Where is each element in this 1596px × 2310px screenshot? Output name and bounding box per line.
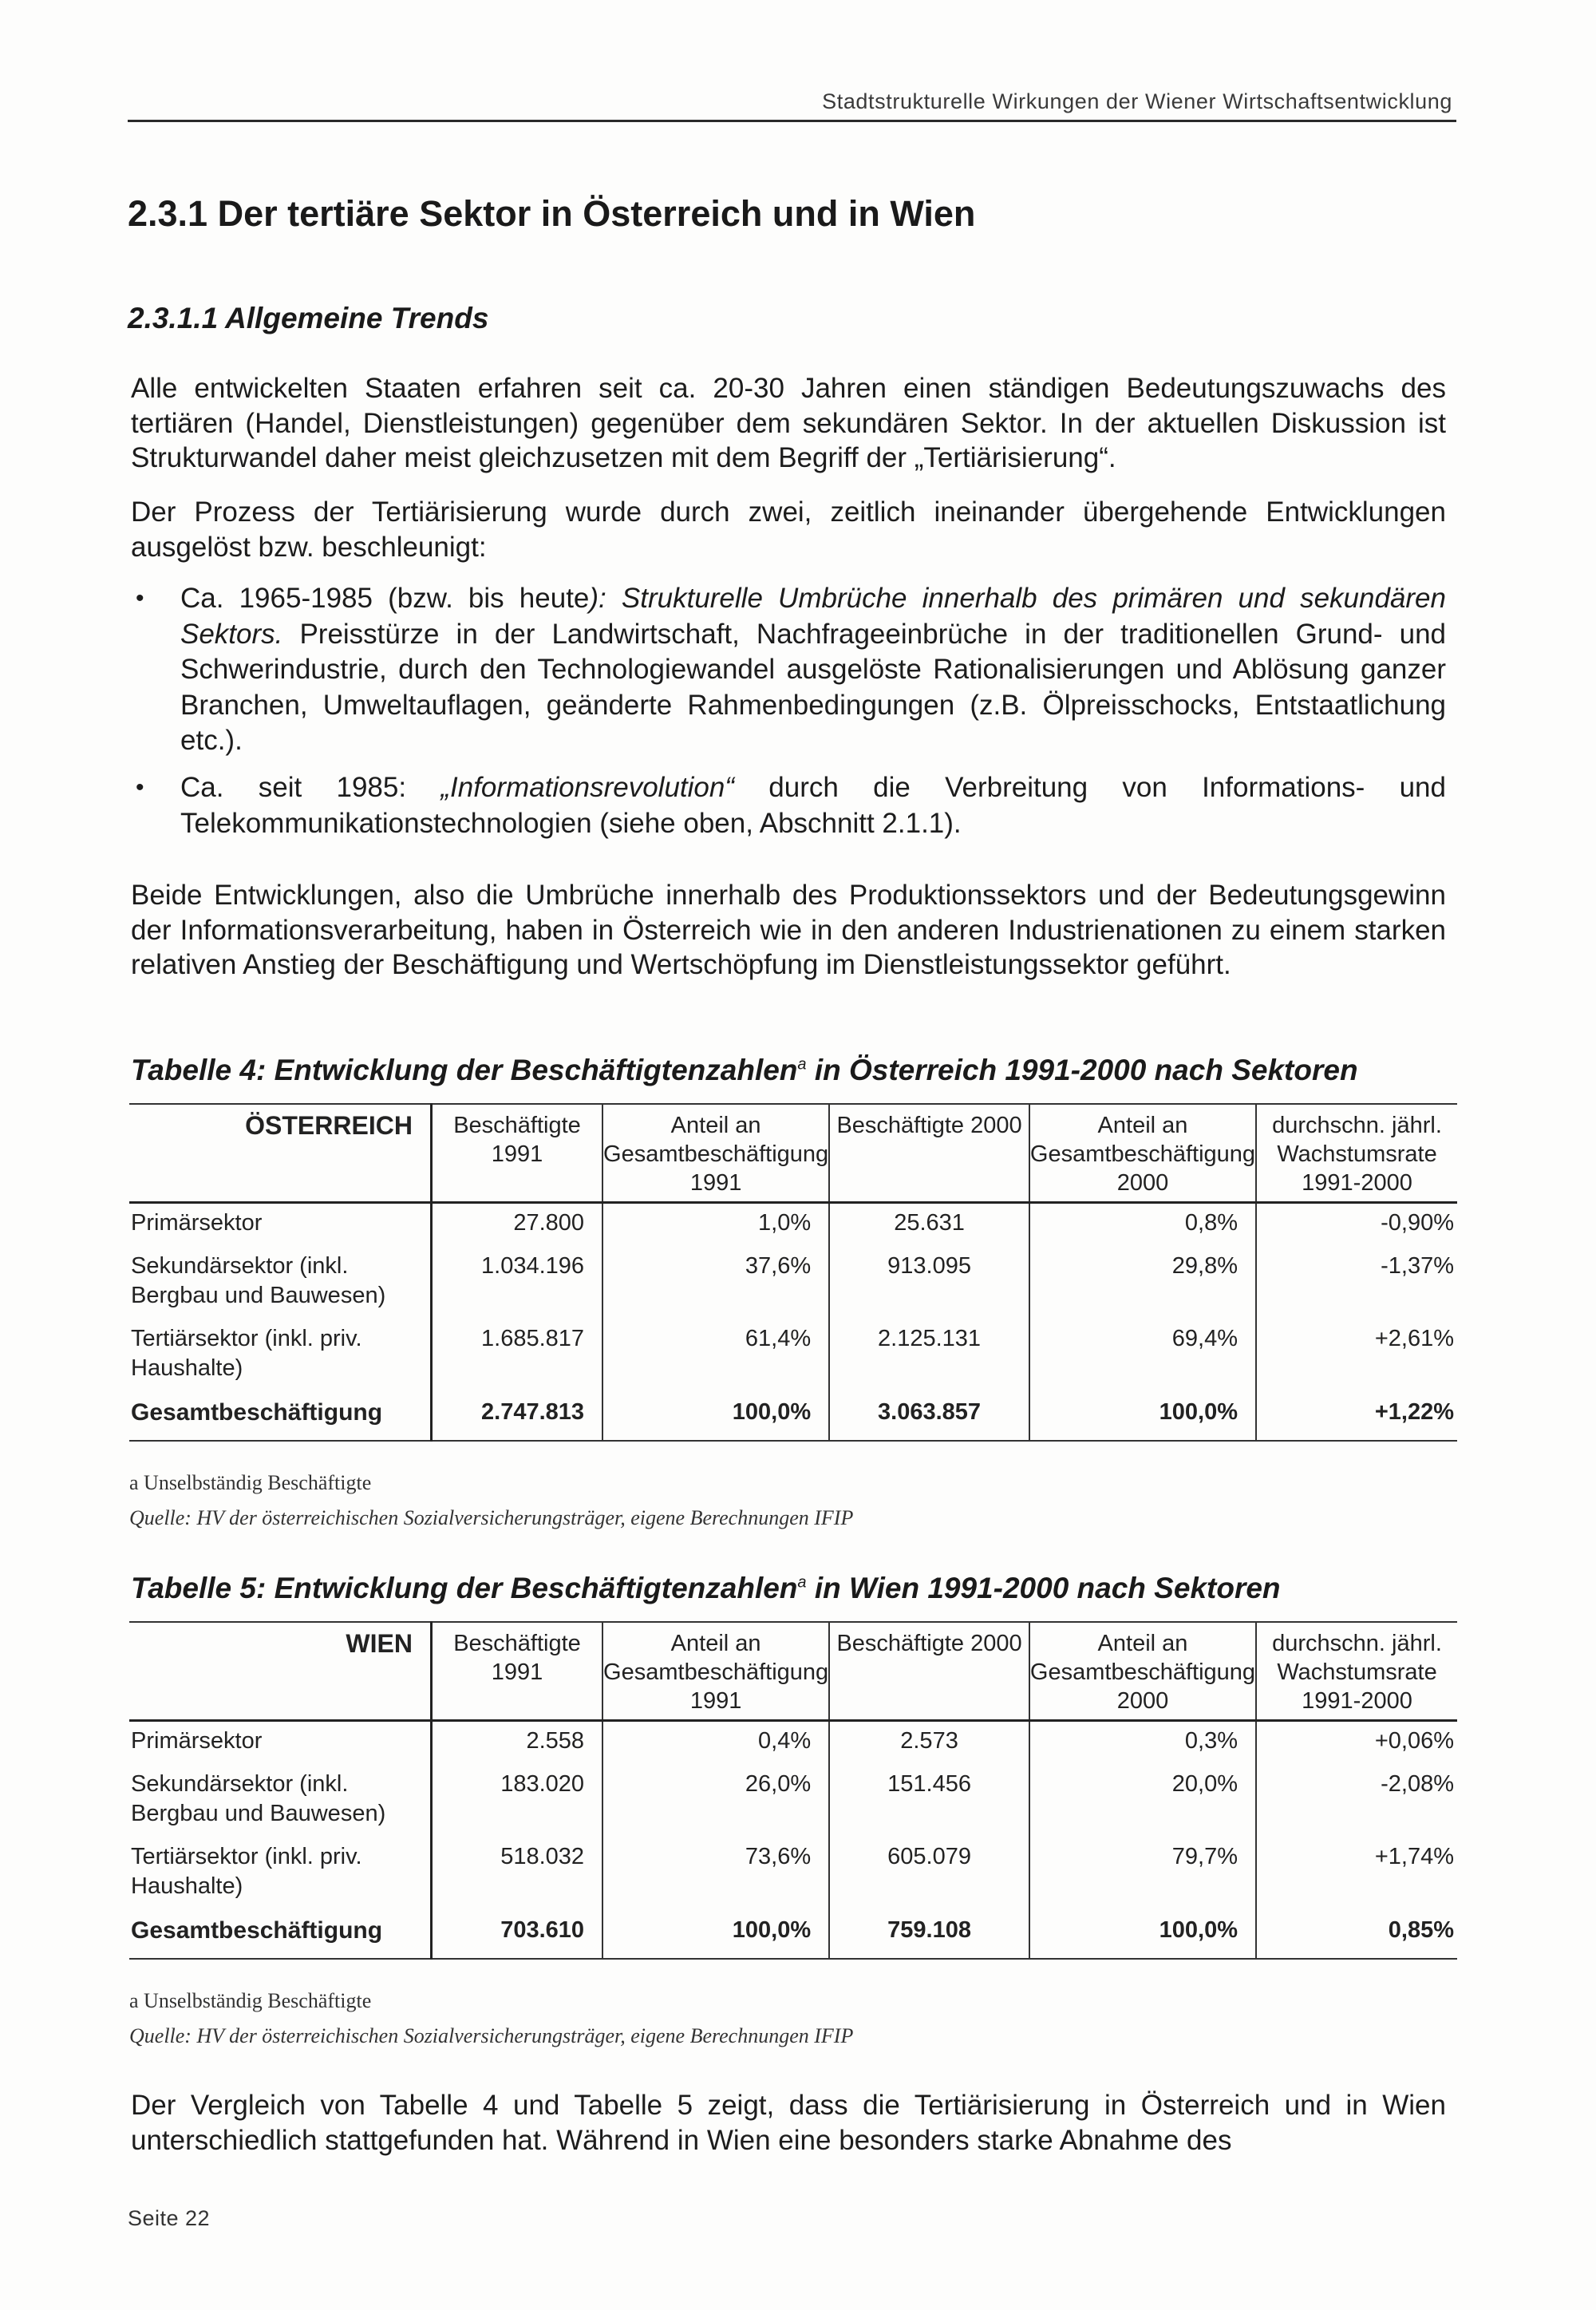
- cell: 100,0%: [602, 1911, 829, 1959]
- bullet-lead: Ca. 1965-1985 (bzw. bis heute: [180, 583, 590, 614]
- bullet-marker: •: [136, 585, 144, 611]
- table-row: [129, 1202, 1457, 1247]
- cell: 0,4%: [602, 1720, 829, 1765]
- cell: 2.125.131: [829, 1319, 1029, 1393]
- row-label: Tertiärsektor (inkl. priv. Haushalte): [129, 1837, 431, 1911]
- row-label: Sekundärsektor (inkl. Bergbau und Bauwesen): [129, 1765, 431, 1837]
- cell: 73,6%: [602, 1837, 829, 1911]
- table4-region-header: ÖSTERREICH: [129, 1104, 431, 1202]
- cell: 0,3%: [1029, 1720, 1256, 1765]
- bullet-lead-italic: ): Strukturelle Umbrüche innerhalb des primären und sekundären Sektors.: [180, 583, 1446, 650]
- paragraph-intro: Alle entwickelten Staaten erfahren seit ca. 20-30 Jahren einen ständigen Bedeutungszuwachs des tertiären (Handel, Dienstleistungen) gegenüber dem sekundären Sektor. In der aktuellen Diskussion ist Strukturwandel daher meist gleichzusetzen mit dem Begriff der „Tertiärisierung“.: [131, 373, 1446, 473]
- cell: 2.558: [431, 1720, 602, 1765]
- cell: 2.747.813: [431, 1393, 602, 1441]
- table-row: [129, 1319, 1457, 1393]
- bullet-rest: Preisstürze in der Landwirtschaft, Nachfrageeinbrüche in der traditionellen Grund- und Schwerindustrie, durch den Technologiewandel ausgelöste Rationalisierungen und Ablösung ganzer Branchen, Umweltauflagen, geänderte Rahmenbedingungen (z.B. Ölpreisschocks, Entstaatlichung etc.).: [180, 618, 1446, 756]
- row-label: Gesamtbeschäftigung: [129, 1911, 431, 1959]
- cell: 3.063.857: [829, 1393, 1029, 1441]
- cell: 1,0%: [602, 1202, 829, 1247]
- column-header: durchschn. jährl. Wachstumsrate 1991-2000: [1256, 1104, 1457, 1202]
- row-label: Sekundärsektor (inkl. Bergbau und Bauwesen): [129, 1247, 431, 1319]
- table-row: [129, 1720, 1457, 1765]
- table4-caption-tail: in Österreich 1991-2000 nach Sektoren: [806, 1054, 1358, 1086]
- paragraph-comparison: Der Vergleich von Tabelle 4 und Tabelle 5 zeigt, dass die Tertiärisierung in Österreich und in Wien unterschiedlich stattgefunden hat. Während in Wien eine besonders starke Abnahme des: [131, 2090, 1446, 2156]
- table4: [129, 1103, 1457, 1442]
- cell: 151.456: [829, 1765, 1029, 1837]
- row-label: Primärsektor: [129, 1202, 431, 1247]
- cell: 183.020: [431, 1765, 602, 1837]
- cell: 703.610: [431, 1911, 602, 1959]
- table4-caption: [131, 1054, 1358, 1087]
- table4-footnote: a Unselbständig Beschäftigte: [129, 1471, 372, 1494]
- cell: +2,61%: [1374, 1326, 1454, 1351]
- cell: 2.573: [829, 1720, 1029, 1765]
- bullet-lead-italic: „Informationsrevolution“: [440, 772, 734, 803]
- bullet-lead: Ca. seit 1985:: [180, 772, 441, 803]
- cell: 100,0%: [602, 1393, 829, 1441]
- paragraph-summary: Beide Entwicklungen, also die Umbrüche innerhalb des Produktionssektors und der Bedeutungsgewinn der Informationsverarbeitung, haben in Österreich wie in den anderen Industrienationen zu einem starken relativen Anstieg der Beschäftigung und Wertschöpfung im Dienstleistungssektor geführt.: [131, 880, 1446, 980]
- table5-caption-sup: a: [797, 1573, 807, 1592]
- column-header: Anteil an Gesamtbeschäftigung 2000: [1029, 1622, 1256, 1720]
- row-label: Primärsektor: [129, 1720, 431, 1765]
- row-label: Tertiärsektor (inkl. priv. Haushalte): [129, 1319, 431, 1393]
- bullet-rest: durch die Verbreitung von Informations- und Telekommunikationstechnologien (siehe oben, Abschnitt 2.1.1).: [180, 772, 1446, 839]
- bullet-item-information: [180, 770, 1446, 841]
- cell: +1,74%: [1374, 1844, 1454, 1869]
- cell: 27.800: [431, 1202, 602, 1247]
- table4-source: Quelle: HV der österreichischen Sozialversicherungsträger, eigene Berechnungen IFIP: [129, 1506, 854, 1529]
- cell: 69,4%: [1029, 1319, 1256, 1393]
- cell: +0,06%: [1374, 1727, 1454, 1754]
- table-row: [129, 1837, 1457, 1911]
- cell: 1.034.196: [431, 1247, 602, 1319]
- header-rule: [128, 120, 1456, 122]
- table5: [129, 1621, 1457, 1960]
- row-label: Gesamtbeschäftigung: [129, 1393, 431, 1441]
- table5-source: Quelle: HV der österreichischen Sozialversicherungsträger, eigene Berechnungen IFIP: [129, 2024, 854, 2047]
- table5-caption-tail: in Wien 1991-2000 nach Sektoren: [806, 1572, 1281, 1604]
- section-title: 2.3.1 Der tertiäre Sektor in Österreich und in Wien: [128, 193, 976, 234]
- column-header: Anteil an Gesamtbeschäftigung 2000: [1029, 1104, 1256, 1202]
- running-header: Stadtstrukturelle Wirkungen der Wiener Wirtschaftsentwicklung: [822, 89, 1452, 113]
- cell: 100,0%: [1029, 1393, 1256, 1441]
- cell: 605.079: [829, 1837, 1029, 1911]
- column-header: Beschäftigte 1991: [431, 1104, 602, 1202]
- cell: 0,85%: [1256, 1911, 1457, 1959]
- table-row-total: [129, 1911, 1457, 1959]
- column-header: Beschäftigte 2000: [829, 1622, 1029, 1720]
- table4-caption-sup: a: [797, 1055, 807, 1074]
- table5-footnote: a Unselbständig Beschäftigte: [129, 1989, 372, 2012]
- cell: 37,6%: [602, 1247, 829, 1319]
- subsection-title: 2.3.1.1 Allgemeine Trends: [128, 302, 489, 334]
- column-header: Beschäftigte 1991: [431, 1622, 602, 1720]
- cell: 1.685.817: [431, 1319, 602, 1393]
- cell: 26,0%: [602, 1765, 829, 1837]
- cell: 518.032: [431, 1837, 602, 1911]
- cell: -1,37%: [1381, 1253, 1454, 1279]
- column-header: Anteil an Gesamtbeschäftigung 1991: [602, 1622, 829, 1720]
- page-number: Seite 22: [128, 2206, 211, 2230]
- table-row-total: [129, 1393, 1457, 1441]
- cell: 913.095: [829, 1247, 1029, 1319]
- table5-caption-text: Tabelle 5: Entwicklung der Beschäftigtenzahlen: [131, 1572, 798, 1604]
- column-header: durchschn. jährl. Wachstumsrate 1991-2000: [1256, 1622, 1457, 1720]
- cell: -2,08%: [1381, 1771, 1454, 1797]
- cell: 25.631: [829, 1202, 1029, 1247]
- cell: 20,0%: [1029, 1765, 1256, 1837]
- cell: 759.108: [829, 1911, 1029, 1959]
- bullet-item-structural: [180, 581, 1446, 759]
- table-row: [129, 1247, 1457, 1319]
- cell: 61,4%: [602, 1319, 829, 1393]
- paragraph-process: Der Prozess der Tertiärisierung wurde durch zwei, zeitlich ineinander übergehende Entwicklungen ausgelöst bzw. beschleunigt:: [131, 496, 1446, 563]
- table5-caption: [131, 1572, 1281, 1605]
- column-header: Beschäftigte 2000: [829, 1104, 1029, 1202]
- cell: 29,8%: [1029, 1247, 1256, 1319]
- cell: 0,8%: [1029, 1202, 1256, 1247]
- cell: +1,22%: [1256, 1393, 1457, 1441]
- column-header: Anteil an Gesamtbeschäftigung 1991: [602, 1104, 829, 1202]
- table-row: [129, 1765, 1457, 1837]
- table5-region-header: WIEN: [129, 1622, 431, 1720]
- cell: 79,7%: [1029, 1837, 1256, 1911]
- bullet-marker: •: [136, 774, 144, 801]
- cell: -0,90%: [1381, 1209, 1454, 1236]
- table4-caption-text: Tabelle 4: Entwicklung der Beschäftigtenzahlen: [131, 1054, 798, 1086]
- cell: 100,0%: [1029, 1911, 1256, 1959]
